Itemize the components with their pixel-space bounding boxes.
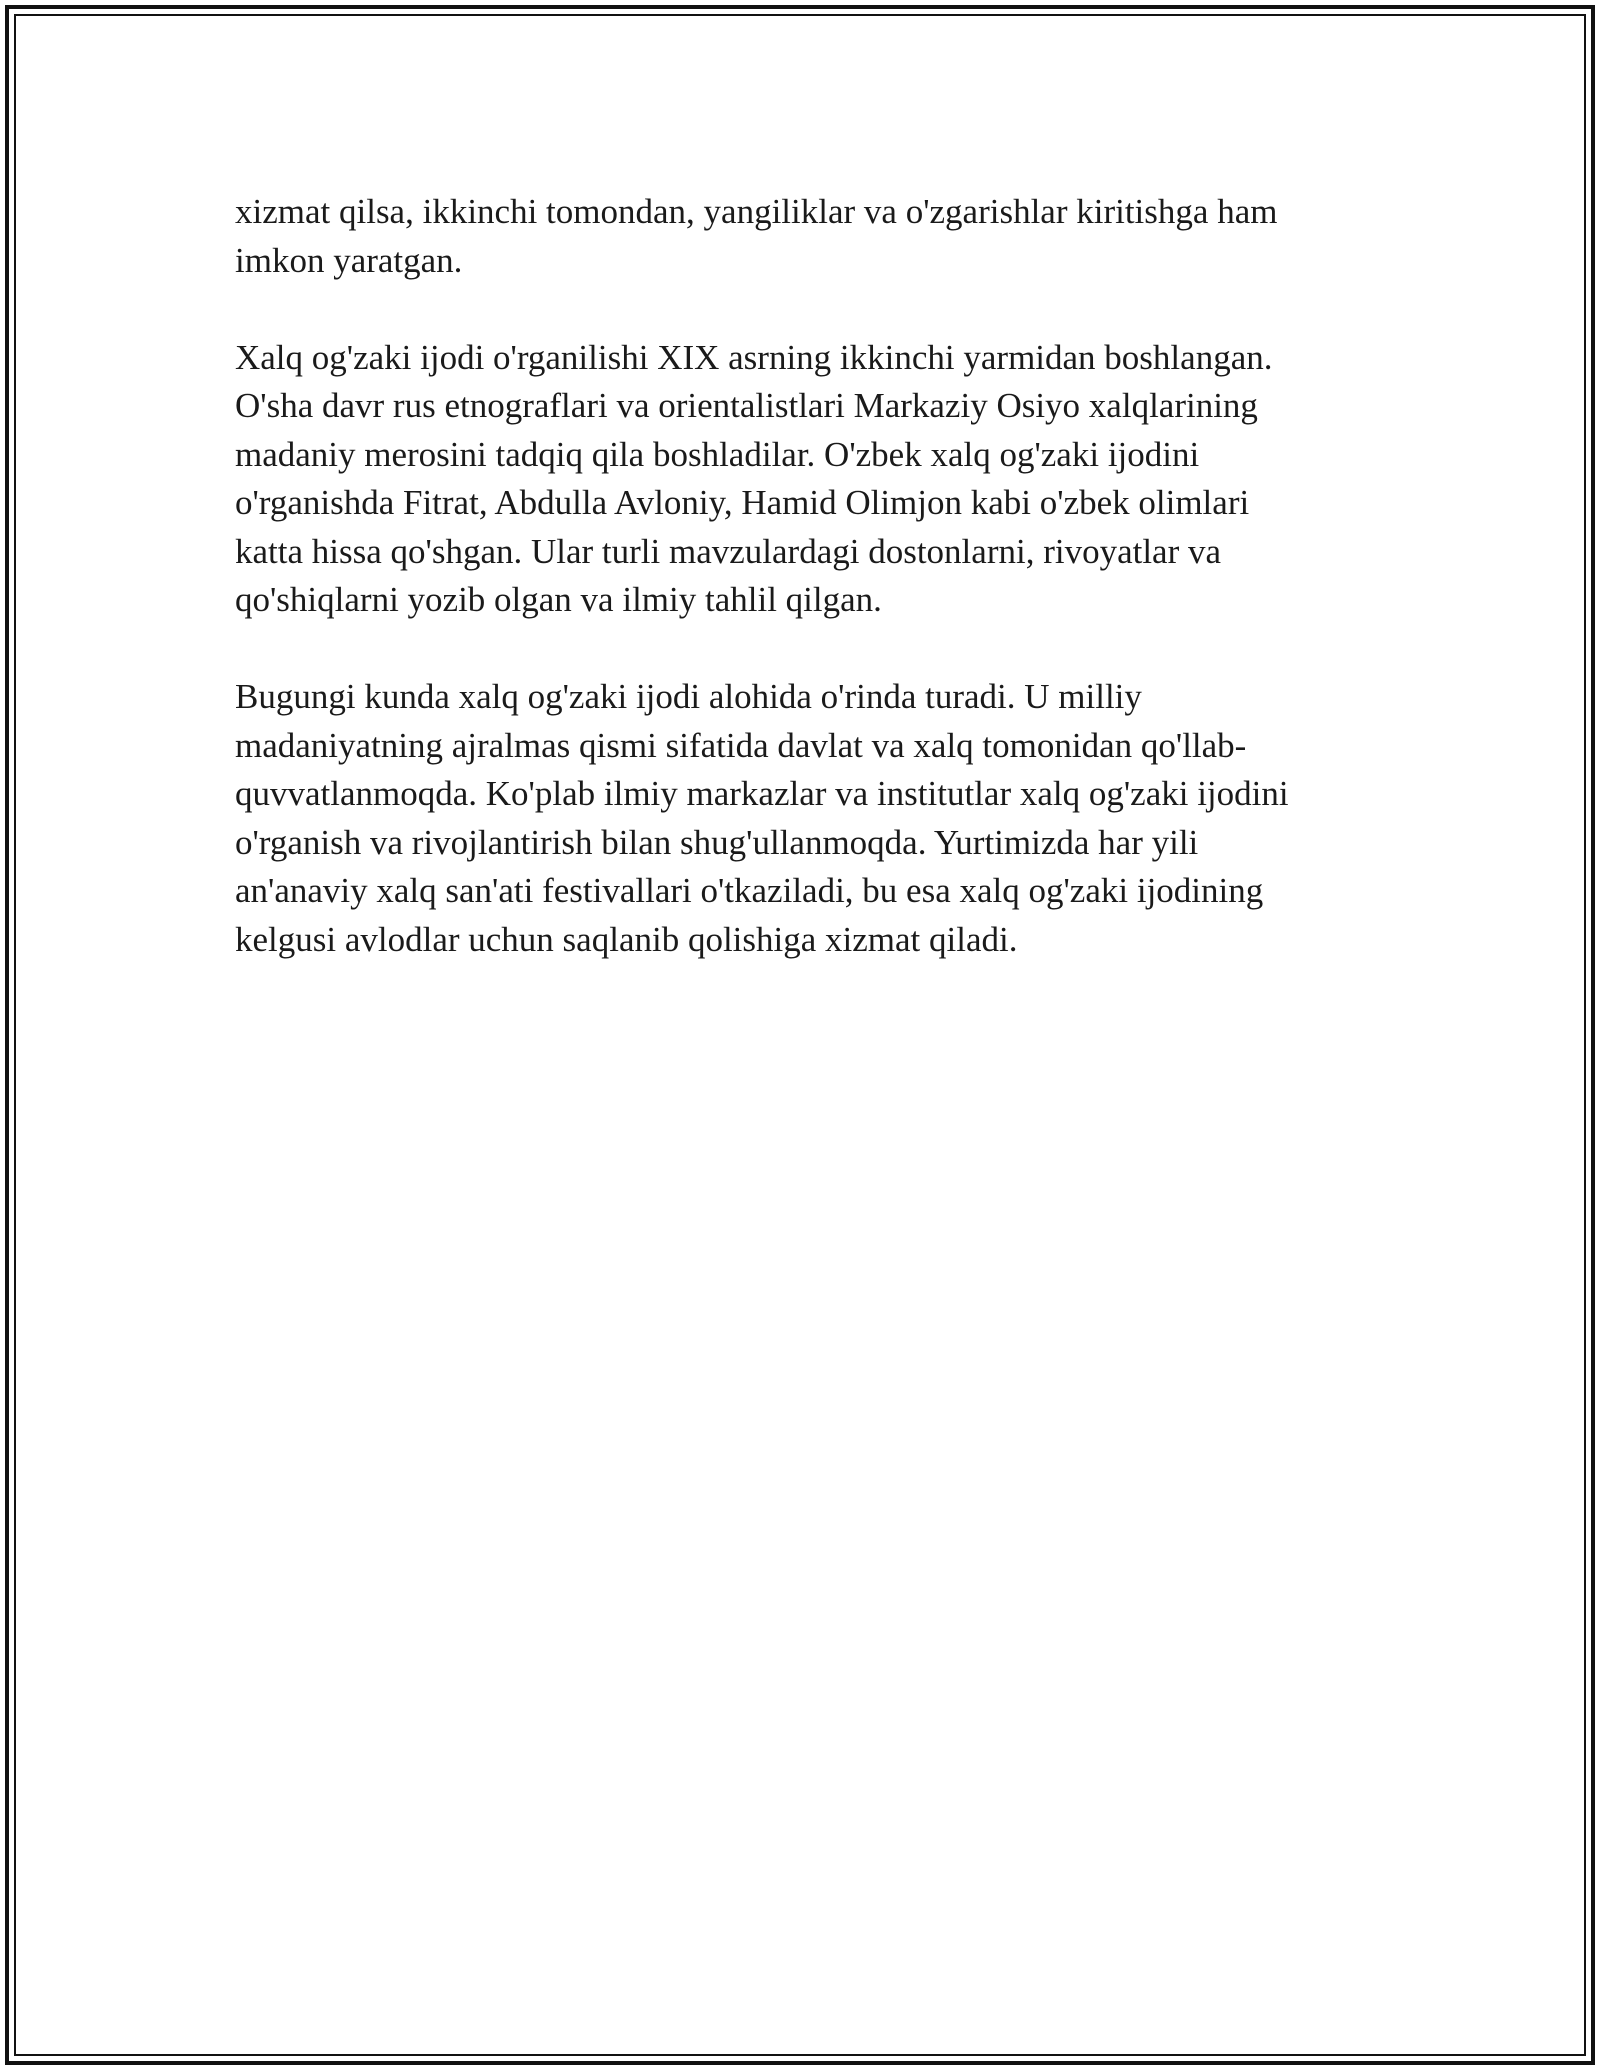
paragraph-today: Bugungi kunda xalq og'zaki ijodi alohida o'rinda turadi. U milliy madaniyatning ajralmas qismi sifatida davlat va xalq tomonidan qo'llab- quvvatlanmoqda. Ko'plab ilmiy markazlar va institutlar xalq og'zaki ijodini o'rganish va rivojlantirish bilan shug'ullanmoqda. Yurtimizda har yili an'anaviy xalq san'ati festivallari o'tkaziladi, bu esa xalq og'zaki ijodining kelgusi avlodlar uchun saqlanib qolishiga xizmat qiladi. xyxy=(235,677,1289,959)
document-body xyxy=(235,188,1355,1013)
paragraph-history: Xalq og'zaki ijodi o'rganilishi XIX asrning ikkinchi yarmidan boshlangan. O'sha davr rus etnograflari va orientalistlari Markaziy Osiyo xalqlarining madaniy merosini tadqiq qila boshladilar. O'zbek xalq og'zaki ijodini o'rganishda Fitrat, Abdulla Avloniy, Hamid Olimjon kabi o'zbek olimlari katta hissa qo'shgan. Ular turli mavzulardagi dostonlarni, rivoyatlar va qo'shiqlarni yozib olgan va ilmiy tahlil qilgan. xyxy=(235,337,1273,619)
paragraph-continuation: xizmat qilsa, ikkinchi tomondan, yangiliklar va o'zgarishlar kiritishga ham imkon yaratgan. xyxy=(235,192,1278,280)
